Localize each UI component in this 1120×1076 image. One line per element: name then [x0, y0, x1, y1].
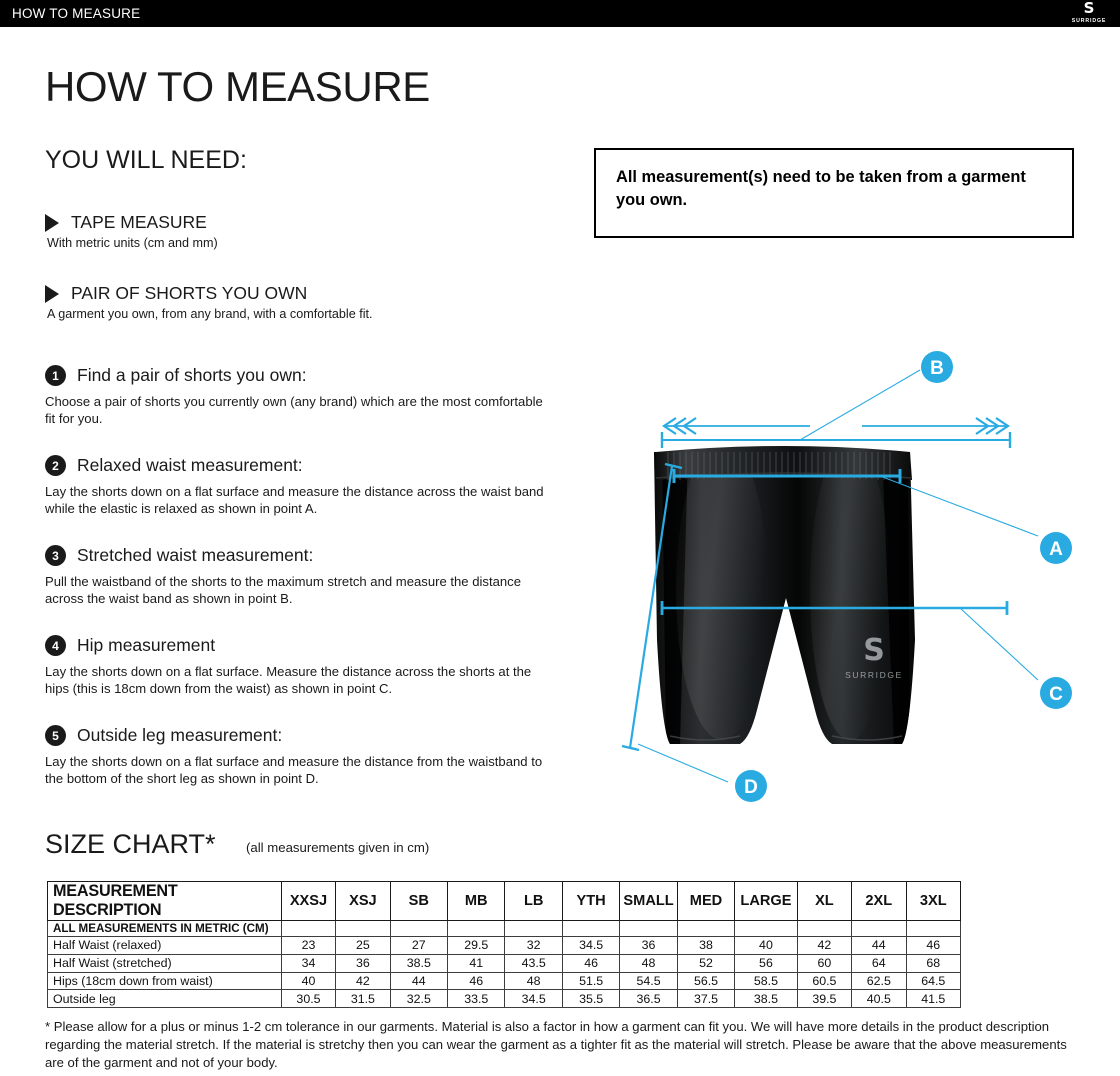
metric-note-label: ALL MEASUREMENTS IN METRIC (CM)	[48, 921, 282, 937]
shorts-garment-illustration	[654, 440, 915, 744]
step-body: Choose a pair of shorts you currently own (any brand) which are the most comfortable fit for you.	[45, 394, 543, 427]
step-title: Stretched waist measurement:	[77, 545, 314, 565]
cell	[390, 921, 447, 937]
cell	[336, 921, 390, 937]
step-title: Relaxed waist measurement:	[77, 455, 303, 475]
cell: 56	[735, 954, 797, 972]
cell: 54.5	[620, 972, 677, 990]
need-item-subtitle: With metric units (cm and mm)	[47, 236, 218, 250]
cell: 32.5	[390, 990, 447, 1008]
svg-text:SURRIDGE: SURRIDGE	[845, 670, 903, 680]
table-row-metric-note	[48, 921, 961, 937]
size-chart-heading: SIZE CHART*	[45, 829, 216, 859]
leader-line-b	[800, 370, 920, 440]
table-row	[48, 972, 961, 990]
cell: 27	[390, 937, 447, 955]
cell: 42	[336, 972, 390, 990]
cell: 34.5	[562, 937, 619, 955]
svg-text:B: B	[930, 358, 944, 379]
table-header-row	[48, 882, 961, 921]
step-4	[45, 635, 545, 698]
svg-text:D: D	[744, 777, 758, 798]
cell: 34	[281, 954, 335, 972]
step-title: Find a pair of shorts you own:	[77, 365, 307, 385]
step-number-badge: 4	[45, 635, 66, 656]
cell	[735, 921, 797, 937]
cell: 34.5	[505, 990, 562, 1008]
step-number-badge: 1	[45, 365, 66, 386]
cell: 35.5	[562, 990, 619, 1008]
marker-badge-c	[1040, 677, 1072, 709]
cell: 60	[797, 954, 851, 972]
cell: 64	[852, 954, 906, 972]
step-body: Pull the waistband of the shorts to the maximum stretch and measure the distance across the waist band as shown in point B.	[45, 574, 521, 607]
cell: 37.5	[677, 990, 734, 1008]
step-number-badge: 5	[45, 725, 66, 746]
cell: 48	[620, 954, 677, 972]
size-chart-note: (all measurements given in cm)	[246, 840, 430, 855]
step-3	[45, 545, 545, 608]
cell: 64.5	[906, 972, 961, 990]
triangle-bullet-icon	[45, 285, 59, 303]
cell: 43.5	[505, 954, 562, 972]
cell: 36.5	[620, 990, 677, 1008]
step-title: Hip measurement	[77, 635, 216, 655]
cell: 38.5	[390, 954, 447, 972]
cell: 36	[336, 954, 390, 972]
surridge-logo-icon	[1066, 1, 1112, 26]
cell: 62.5	[852, 972, 906, 990]
surridge-s-mark: S	[1083, 0, 1095, 17]
cell: 51.5	[562, 972, 619, 990]
marker-badge-a	[1040, 532, 1072, 564]
size-chart-table	[47, 881, 961, 1008]
column-header-xxsj: XXSJ	[281, 882, 335, 921]
cell	[505, 921, 562, 937]
step-5	[45, 725, 545, 788]
triangle-bullet-icon	[45, 214, 59, 232]
column-header-xsj: XSJ	[336, 882, 390, 921]
leader-line-d	[638, 744, 728, 782]
cell: 56.5	[677, 972, 734, 990]
cell	[281, 921, 335, 937]
callout-box	[594, 148, 1074, 238]
cell: 46	[906, 937, 961, 955]
row-label: Outside leg	[48, 990, 282, 1008]
cell: 36	[620, 937, 677, 955]
step-2	[45, 455, 545, 518]
callout-text: All measurement(s) need to be taken from a garment you own.	[616, 168, 1026, 210]
cell	[906, 921, 961, 937]
top-bar	[0, 0, 1120, 27]
cell: 44	[390, 972, 447, 990]
cell: 33.5	[448, 990, 505, 1008]
cell: 41	[448, 954, 505, 972]
need-item-shorts	[45, 283, 373, 321]
cell: 40	[281, 972, 335, 990]
table-row	[48, 937, 961, 955]
need-item-title: PAIR OF SHORTS YOU OWN	[71, 283, 308, 303]
column-header-mb: MB	[448, 882, 505, 921]
leader-line-c	[960, 608, 1038, 680]
table-row	[48, 954, 961, 972]
step-number-badge: 3	[45, 545, 66, 566]
cell: 46	[448, 972, 505, 990]
cell: 41.5	[906, 990, 961, 1008]
cell: 38	[677, 937, 734, 955]
step-body: Lay the shorts down on a flat surface. Measure the distance across the shorts at the hips (this is 18cm down from the waist) as shown in point C.	[45, 664, 532, 697]
cell	[797, 921, 851, 937]
cell: 38.5	[735, 990, 797, 1008]
step-body: Lay the shorts down on a flat surface and measure the distance across the waist band while the elastic is relaxed as shown in point A.	[45, 484, 544, 517]
cell: 46	[562, 954, 619, 972]
row-label: Half Waist (stretched)	[48, 954, 282, 972]
svg-text:S: S	[863, 633, 885, 668]
cell	[620, 921, 677, 937]
cell: 32	[505, 937, 562, 955]
cell: 60.5	[797, 972, 851, 990]
cell: 23	[281, 937, 335, 955]
need-item-tape-measure	[45, 212, 218, 250]
cell: 39.5	[797, 990, 851, 1008]
footnote-disclaimer: * Please allow for a plus or minus 1-2 cm tolerance in our garments. Material is also a factor in how a garment can fit you. We will have more details in the product description regarding the material stretch. If the material is stretchy then you can wear the garment as a tighter fit as the material will stretch. Please be aware that the above measurements are of the garment and not of your body.	[45, 1019, 1067, 1071]
table-row	[48, 990, 961, 1008]
shorts-measurement-diagram	[610, 340, 1110, 820]
cell: 58.5	[735, 972, 797, 990]
cell: 40	[735, 937, 797, 955]
step-1	[45, 365, 545, 428]
cell: 68	[906, 954, 961, 972]
column-header-xl: XL	[797, 882, 851, 921]
svg-text:A: A	[1049, 539, 1063, 560]
svg-text:C: C	[1049, 684, 1063, 705]
cell: 44	[852, 937, 906, 955]
you-will-need-heading: YOU WILL NEED:	[45, 146, 247, 174]
step-body: Lay the shorts down on a flat surface and measure the distance from the waistband to the bottom of the short leg as shown in point D.	[45, 754, 543, 787]
column-header-large: LARGE	[735, 882, 797, 921]
cell: 30.5	[281, 990, 335, 1008]
cell: 31.5	[336, 990, 390, 1008]
need-item-subtitle: A garment you own, from any brand, with a comfortable fit.	[47, 307, 373, 321]
marker-badge-d	[735, 770, 767, 802]
cell: 42	[797, 937, 851, 955]
surridge-wordmark: SURRIDGE	[1071, 18, 1107, 24]
column-header-small: SMALL	[620, 882, 677, 921]
cell: 40.5	[852, 990, 906, 1008]
need-item-title: TAPE MEASURE	[71, 212, 207, 232]
cell: 52	[677, 954, 734, 972]
column-header-yth: YTH	[562, 882, 619, 921]
column-header-lb: LB	[505, 882, 562, 921]
cell	[852, 921, 906, 937]
column-header-med: MED	[677, 882, 734, 921]
column-header-3xl: 3XL	[906, 882, 961, 921]
page-title: HOW TO MEASURE	[45, 63, 430, 110]
top-bar-title: HOW TO MEASURE	[12, 6, 141, 21]
cell	[677, 921, 734, 937]
row-label: Half Waist (relaxed)	[48, 937, 282, 955]
cell: 48	[505, 972, 562, 990]
cell: 29.5	[448, 937, 505, 955]
column-header-description: MEASUREMENT DESCRIPTION	[48, 882, 282, 921]
measure-line-stretched-waist	[662, 418, 1010, 448]
row-label: Hips (18cm down from waist)	[48, 972, 282, 990]
cell	[562, 921, 619, 937]
marker-badge-b	[921, 351, 953, 383]
cell: 25	[336, 937, 390, 955]
column-header-sb: SB	[390, 882, 447, 921]
column-header-2xl: 2XL	[852, 882, 906, 921]
step-number-badge: 2	[45, 455, 66, 476]
step-title: Outside leg measurement:	[77, 725, 283, 745]
cell	[448, 921, 505, 937]
